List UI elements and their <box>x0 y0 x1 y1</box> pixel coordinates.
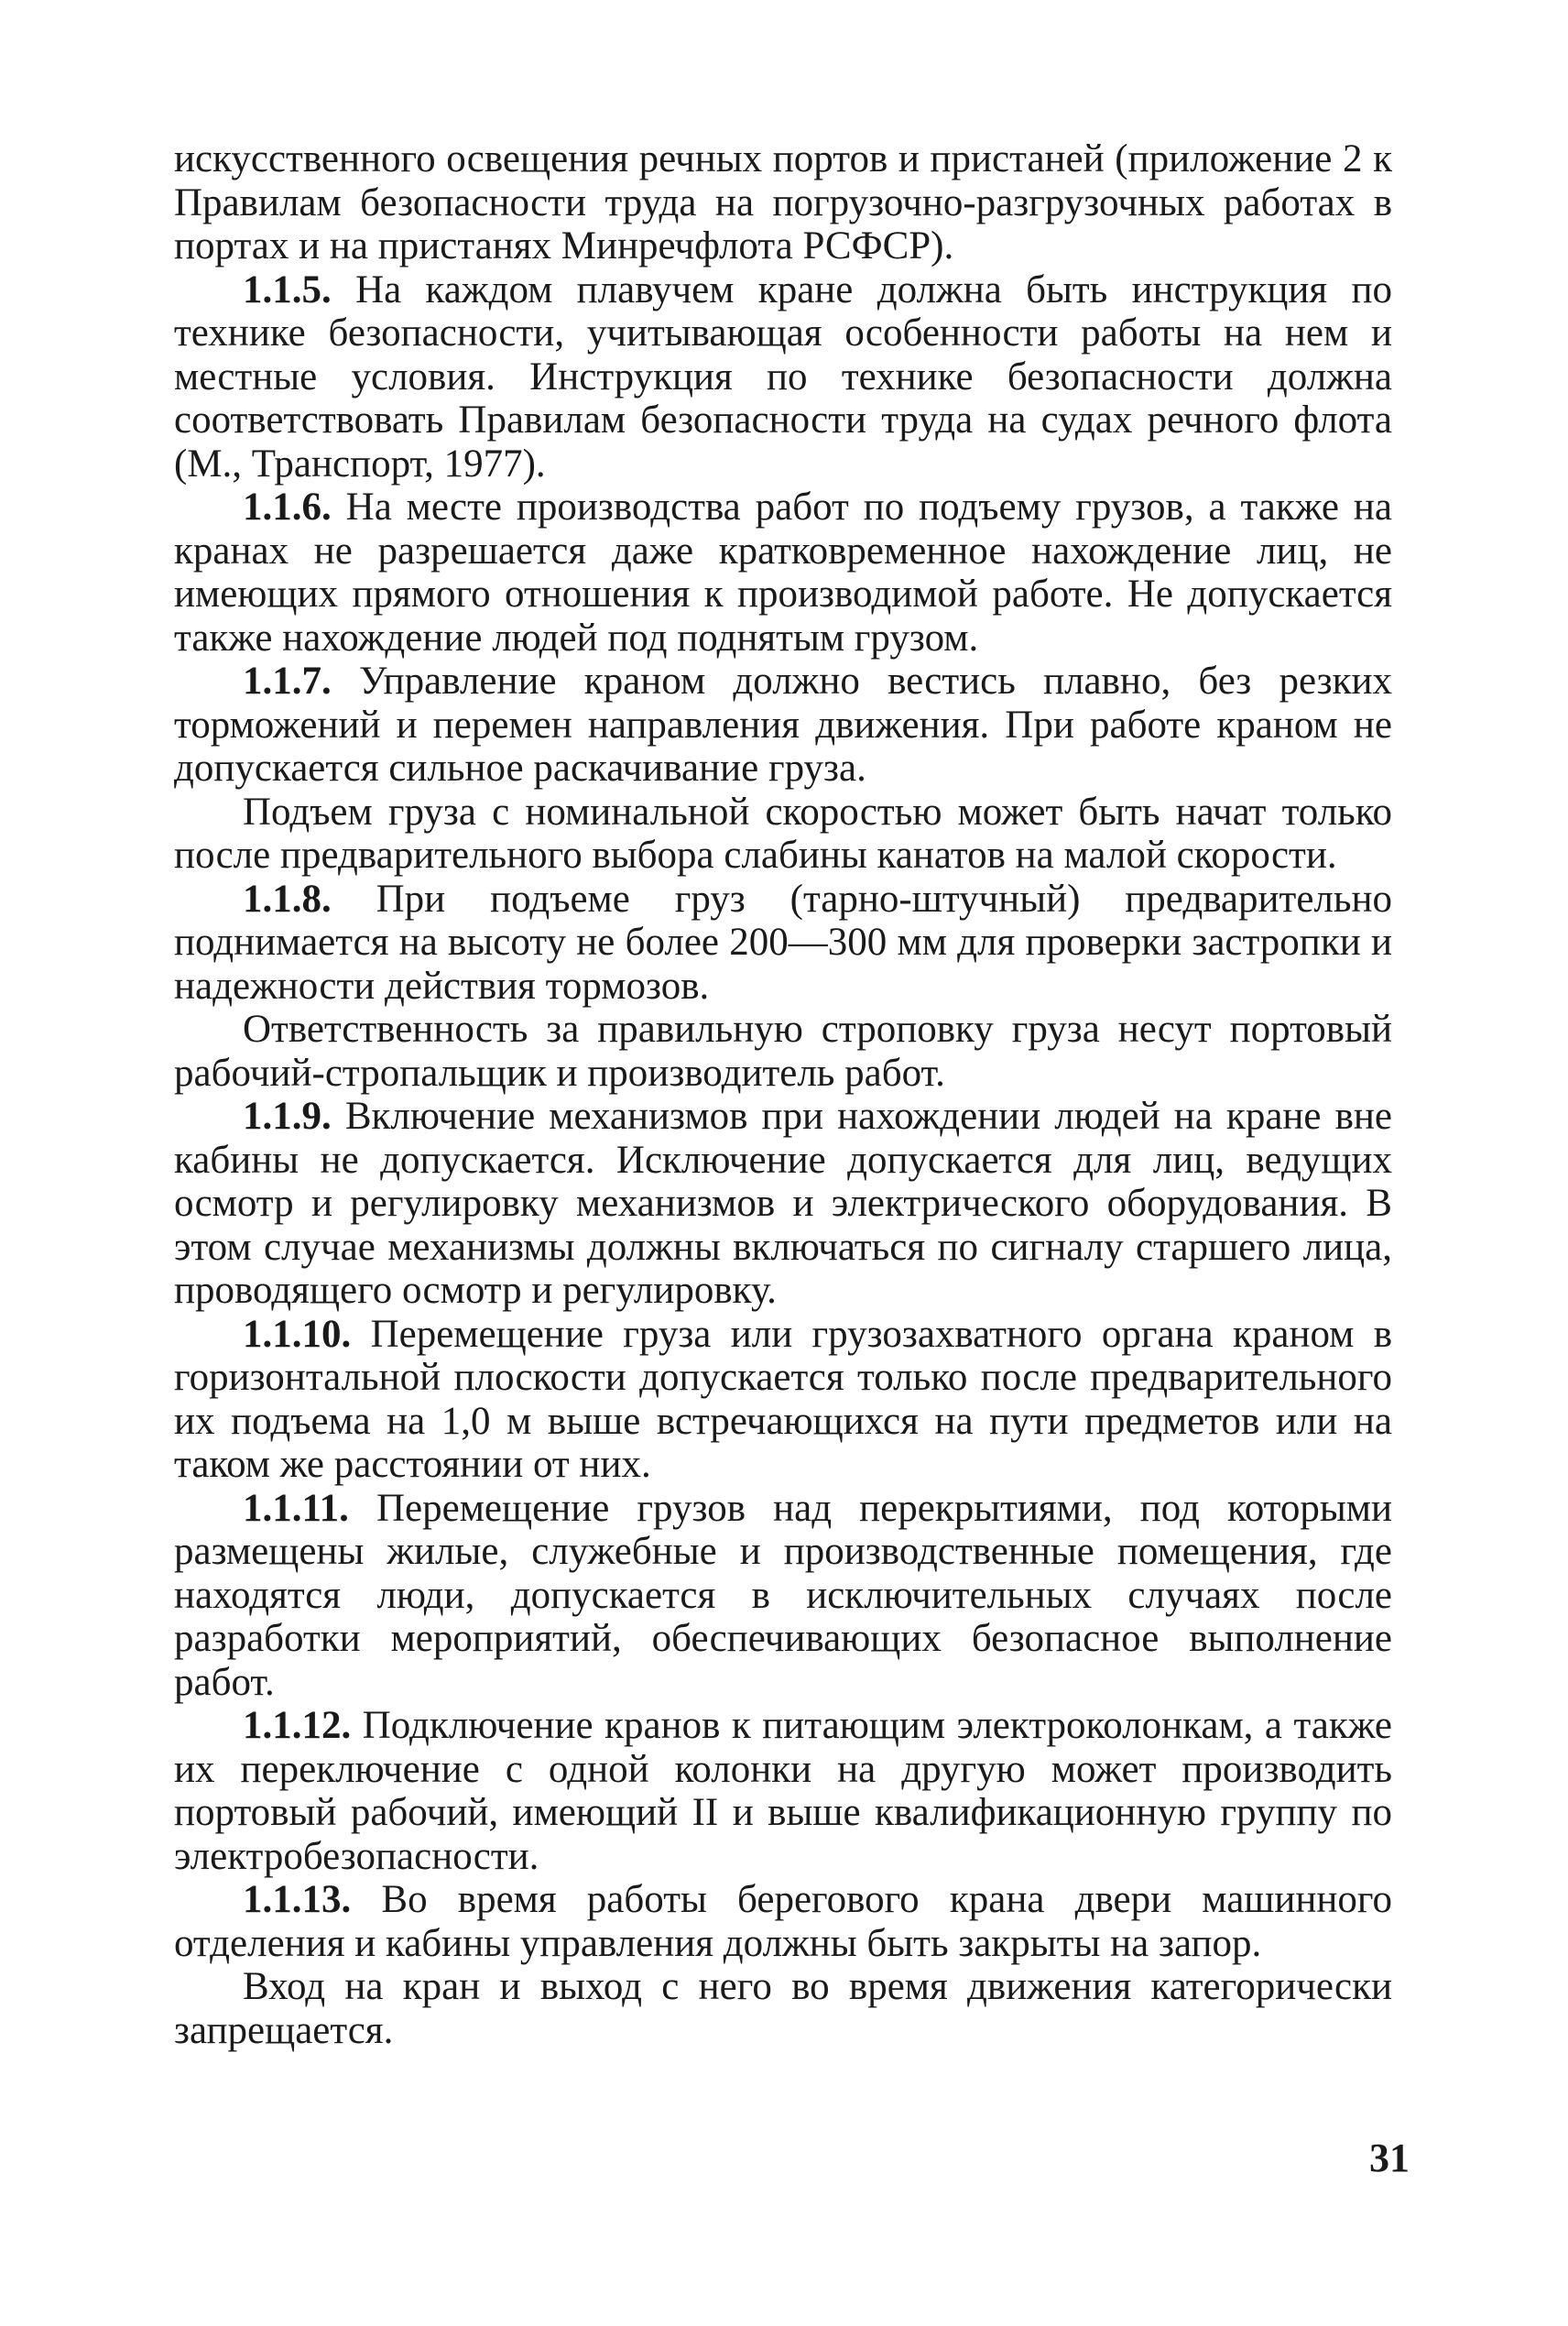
paragraph-text: Включение механизмов при нахождении людей на кране вне кабины не допускается. Исключение допускается для лиц, ведущих осмотр и регулировку механизмов и электрического оборудования. В этом случае механизмы должны включаться по сигналу старшего лица, проводящего осмотр и регулировку. <box>174 1095 1392 1312</box>
paragraph-text: Вход на кран и выход с него во время движения категорически запрещается. <box>174 1965 1392 2052</box>
clause-number: 1.1.9. <box>243 1095 332 1138</box>
paragraph-text: Перемещение груза или грузозахватного органа краном в горизонтальной плоскости допускается только после предварительного их подъема на 1,0 м выше встречающихся на пути предметов или на таком же расстоянии от них. <box>174 1312 1392 1486</box>
paragraph-text: Подъем груза с номинальной скоростью может быть начат только после предварительного выбора слабины канатов на малой скорости. <box>174 790 1392 877</box>
clause-number: 1.1.10. <box>243 1312 352 1356</box>
clause-number: 1.1.8. <box>243 877 332 921</box>
paragraph-text: искусственного освещения речных портов и пристаней (приложение 2 к Правилам безопасности труда на погрузочно-разгрузочных работах в портах и на пристанях Минречфлота РСФСР). <box>174 137 1392 268</box>
paragraph-1-1-5 <box>174 268 1392 486</box>
paragraph-text: На каждом плавучем кране должна быть инструкция по технике безопасности, учитывающая особенности работы на нем и местные условия. Инструкция по технике безопасности должна соответствовать Правилам безопасности труда на судах речного флота (М., Транспорт, 1977). <box>174 268 1392 486</box>
clause-number: 1.1.11. <box>243 1486 349 1530</box>
paragraph-1-1-7 <box>174 660 1392 791</box>
paragraph-text: Ответственность за правильную строповку груза несут портовый рабочий-стропальщик и производитель работ. <box>174 1008 1392 1095</box>
paragraph-1-1-11 <box>174 1487 1392 1705</box>
paragraph-1-1-6 <box>174 486 1392 660</box>
clause-number: 1.1.6. <box>243 486 332 529</box>
document-page <box>174 137 1392 2244</box>
clause-number: 1.1.5. <box>243 268 332 311</box>
paragraph-text: Подключение кранов к питающим электроколонкам, а также их переключение с одной колонки на другую может производить портовый рабочий, имеющий II и выше квалификационную группу по электробезопасности. <box>174 1704 1392 1878</box>
paragraph-1-1-13-continued <box>174 1965 1392 2052</box>
paragraph-1-1-7-continued <box>174 791 1392 878</box>
paragraph-1-1-10 <box>174 1313 1392 1487</box>
clause-number: 1.1.7. <box>243 660 332 703</box>
paragraph-1-1-12 <box>174 1704 1392 1878</box>
paragraph-continuation <box>174 137 1392 268</box>
paragraph-1-1-9 <box>174 1095 1392 1313</box>
paragraph-1-1-8-continued <box>174 1008 1392 1095</box>
paragraph-text: При подъеме груз (тарно-штучный) предварительно поднимается на высоту не более 200—300 мм для проверки застропки и надежности действия тормозов. <box>174 877 1392 1008</box>
paragraph-1-1-13 <box>174 1878 1392 1965</box>
paragraph-text: Управление краном должно вестись плавно, без резких торможений и перемен направления движения. При работе краном не допускается сильное раскачивание груза. <box>174 660 1392 790</box>
clause-number: 1.1.13. <box>243 1878 352 1921</box>
paragraph-text: Перемещение грузов над перекрытиями, под которыми размещены жилые, служебные и производственные помещения, где находятся люди, допускается в исключительных случаях после разработки мероприятий, обеспечивающих безопасное выполнение работ. <box>174 1486 1392 1704</box>
clause-number: 1.1.12. <box>243 1704 352 1747</box>
paragraph-text: На месте производства работ по подъему грузов, а также на кранах не разрешается даже кратковременное нахождение лиц, не имеющих прямого отношения к производимой работе. Не допускается также нахождение людей под поднятым грузом. <box>174 486 1392 660</box>
paragraph-text: Во время работы берегового крана двери машинного отделения и кабины управления должны быть закрыты на запор. <box>174 1878 1392 1965</box>
page-number: 31 <box>1369 2135 1410 2180</box>
paragraph-1-1-8 <box>174 878 1392 1009</box>
